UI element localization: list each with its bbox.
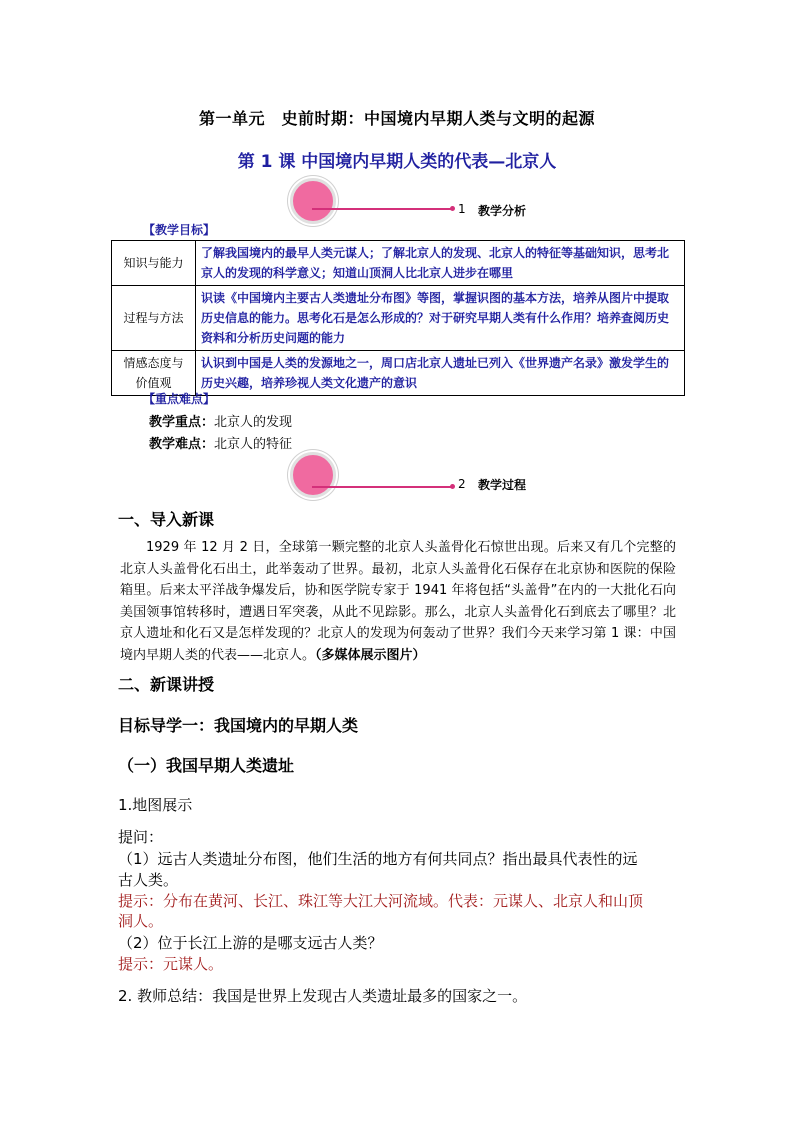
objectives-label: 【教学目标】 bbox=[143, 223, 216, 237]
section-circle-decoration bbox=[290, 452, 336, 498]
intro-text: 1929 年 12 月 2 日，全球第一颗完整的北京人头盖骨化石惊世出现。后来又有几个完整的北京人头盖骨化石出土，此举轰动了世界。最初，北京人头盖骨化石保存在北京协和医院的保险箱里。后来太平洋战争爆发后，协和医学院专家于 1941 年将包括“头盖骨”在内的一大批化石向美国领事馆转移时，遭遇日军突袭，从此不见踪影。那么，北京人头盖骨化石到底去了哪里？北京人遗址和化石又是怎样发现的？北京人的发现为何轰动了世界？我们今天来学习第 1 课：中国境内早期人类的代表——北京人。 bbox=[120, 540, 676, 663]
objective-key-line: 情感态度与 bbox=[123, 356, 184, 370]
difficult-point-text: 北京人的特征 bbox=[214, 437, 293, 452]
intro-paragraph bbox=[120, 537, 676, 666]
section-divider-line bbox=[312, 486, 452, 488]
section-divider-line bbox=[312, 208, 452, 210]
section-divider-dot bbox=[450, 206, 455, 211]
objective-key bbox=[112, 351, 196, 396]
lesson-title: 第 1 课 中国境内早期人类的代表—北京人 bbox=[237, 152, 557, 172]
answer-2: 提示：元谋人。 bbox=[118, 955, 224, 973]
section-circle-decoration bbox=[290, 178, 336, 224]
difficult-point-label: 教学难点： bbox=[149, 437, 215, 452]
objective-value: 认识到中国是人类的发源地之一，周口店北京人遗址已列入《世界遗产名录》激发学生的历史兴趣，培养珍视人类文化遗产的意识 bbox=[196, 351, 685, 396]
item-teacher-summary: 2. 教师总结：我国是世界上发现古人类遗址最多的国家之一。 bbox=[118, 987, 528, 1005]
heading-new-lesson: 二、新课讲授 bbox=[118, 675, 215, 694]
question-1-line: 古人类。 bbox=[118, 871, 179, 889]
unit-title: 第一单元 史前时期：中国境内早期人类与文明的起源 bbox=[198, 109, 595, 128]
section-number: 2 bbox=[458, 477, 466, 491]
target-heading: 目标导学一：我国境内的早期人类 bbox=[118, 716, 359, 735]
table-row bbox=[112, 351, 685, 396]
section-number: 1 bbox=[458, 202, 466, 216]
table-row bbox=[112, 241, 685, 286]
key-point-text: 北京人的发现 bbox=[214, 415, 293, 430]
question-2: （2）位于长江上游的是哪支远古人类？ bbox=[118, 934, 383, 952]
objectives-table bbox=[111, 240, 685, 396]
question-1-line: （1）远古人类遗址分布图，他们生活的地方有何共同点？指出最具代表性的远 bbox=[118, 850, 638, 868]
objective-key: 知识与能力 bbox=[112, 241, 196, 286]
key-point-label: 教学重点： bbox=[149, 415, 215, 430]
section-label: 教学过程 bbox=[478, 478, 527, 492]
table-row bbox=[112, 286, 685, 351]
section-label: 教学分析 bbox=[478, 204, 527, 218]
heading-intro: 一、导入新课 bbox=[118, 510, 215, 529]
key-point bbox=[149, 411, 292, 430]
subsection-heading: （一）我国早期人类遗址 bbox=[118, 756, 295, 775]
objective-key-line: 价值观 bbox=[135, 376, 172, 390]
intro-note: （多媒体展示图片） bbox=[315, 647, 426, 663]
objective-key: 过程与方法 bbox=[112, 286, 196, 351]
key-points-label: 【重点难点】 bbox=[143, 392, 216, 406]
objective-value: 了解我国境内的最早人类元谋人；了解北京人的发现、北京人的特征等基础知识，思考北京人的发现的科学意义；知道山顶洞人比北京人进步在哪里 bbox=[196, 241, 685, 286]
answer-1-line: 洞人。 bbox=[118, 912, 164, 930]
section-divider-dot bbox=[450, 484, 455, 489]
item-map-display: 1.地图展示 bbox=[118, 796, 193, 814]
difficult-point bbox=[149, 433, 292, 452]
objective-value: 识读《中国境内主要古人类遗址分布图》等图，掌握识图的基本方法，培养从图片中提取历史信息的能力。思考化石是怎么形成的？对于研究早期人类有什么作用？培养查阅历史资料和分析历史问题的能力 bbox=[196, 286, 685, 351]
question-prompt: 提问： bbox=[118, 828, 164, 846]
answer-1-line: 提示：分布在黄河、长江、珠江等大江大河流域。代表：元谋人、北京人和山顶 bbox=[118, 892, 644, 910]
